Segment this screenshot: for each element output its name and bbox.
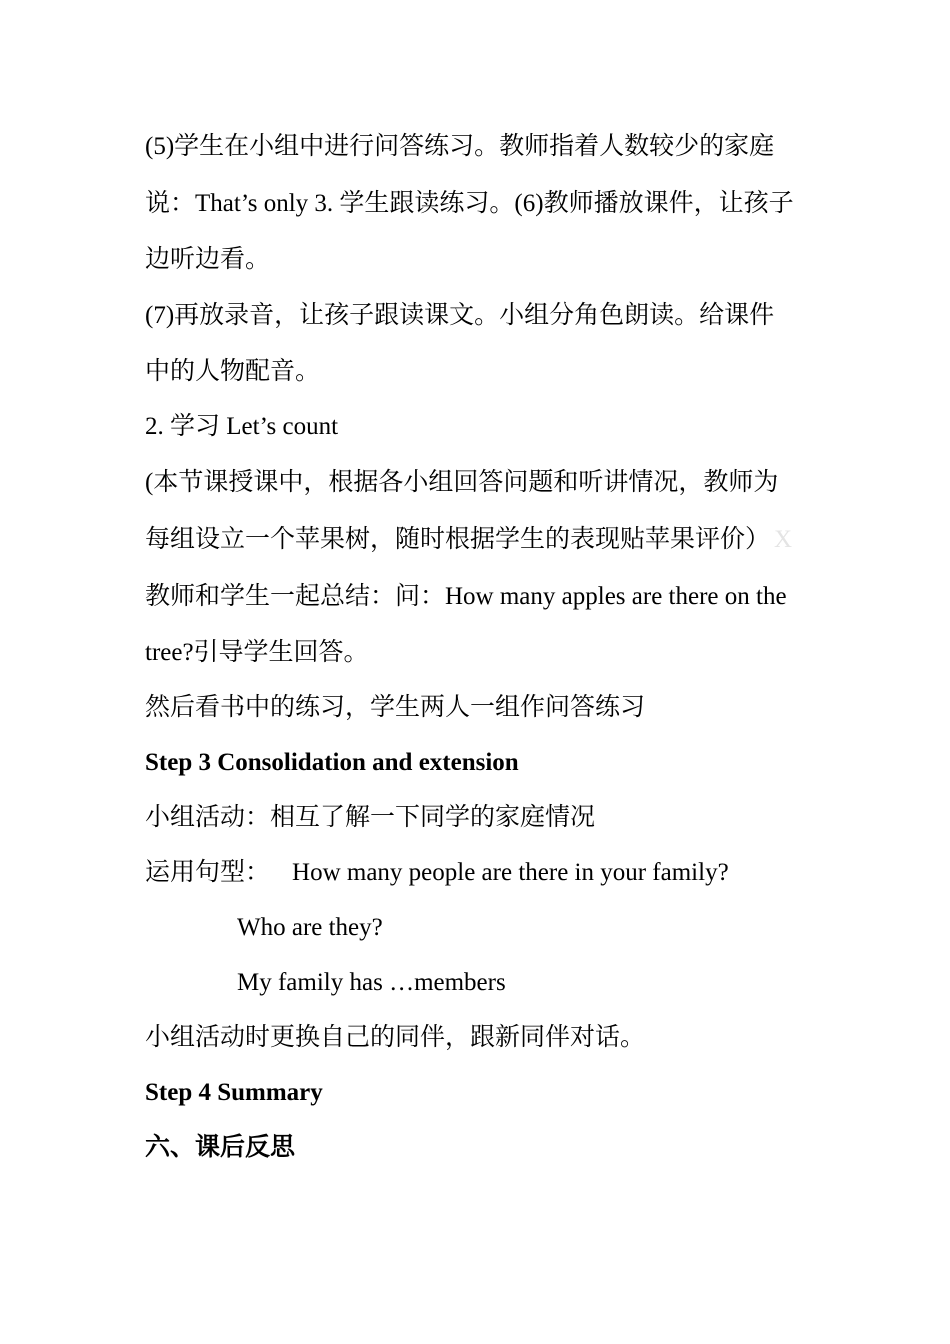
text-line: 小组活动：相互了解一下同学的家庭情况 xyxy=(145,804,596,831)
step3-heading: Step 3 Consolidation and extension xyxy=(145,749,519,776)
text-line xyxy=(145,511,810,568)
paragraph-summary-question xyxy=(145,568,810,680)
text-line: 说：That’s only 3. 学生跟读练习。(6)教师播放课件，让孩子 xyxy=(145,190,794,217)
text-line: 小组活动时更换自己的同伴，跟新同伴对话。 xyxy=(145,1024,646,1051)
sentence-pattern-text: How many people are there in your family? xyxy=(292,859,729,886)
section-6-heading: 六、课后反思 xyxy=(145,1134,296,1161)
text-line: (5)学生在小组中进行问答练习。教师指着人数较少的家庭 xyxy=(145,133,775,160)
paragraph-step2-practice xyxy=(145,118,810,287)
text-line: (7)再放录音，让孩子跟读课文。小组分角色朗读。给课件 xyxy=(145,302,775,329)
text-line-content: 每组设立一个苹果树，随时根据学生的表现贴苹果评价） xyxy=(145,526,771,553)
text-line: (本节课授课中，根据各小组回答问题和听讲情况，教师为 xyxy=(145,469,779,496)
text-line: 教师和学生一起总结：问：How many apples are there on the xyxy=(145,583,787,610)
text-line: 中的人物配音。 xyxy=(145,358,321,385)
faint-x-mark: X xyxy=(774,526,793,553)
paragraph-apple-tree-note xyxy=(145,454,810,568)
sentence-pattern-line xyxy=(145,845,810,900)
subheading-lets-count: 2. 学习 Let’s count xyxy=(145,413,339,440)
text-line: 然后看书中的练习，学生两人一组作问答练习 xyxy=(145,694,646,721)
sentence-pattern-text: My family has …members xyxy=(237,969,506,996)
step4-heading: Step 4 Summary xyxy=(145,1079,323,1106)
document-body xyxy=(145,118,810,1175)
text-line: tree?引导学生回答。 xyxy=(145,639,369,666)
text-line: 边听边看。 xyxy=(145,246,271,273)
sentence-pattern-label: 运用句型： xyxy=(145,859,271,886)
paragraph-replay-recording xyxy=(145,287,810,399)
sentence-pattern-text: Who are they? xyxy=(237,914,383,941)
